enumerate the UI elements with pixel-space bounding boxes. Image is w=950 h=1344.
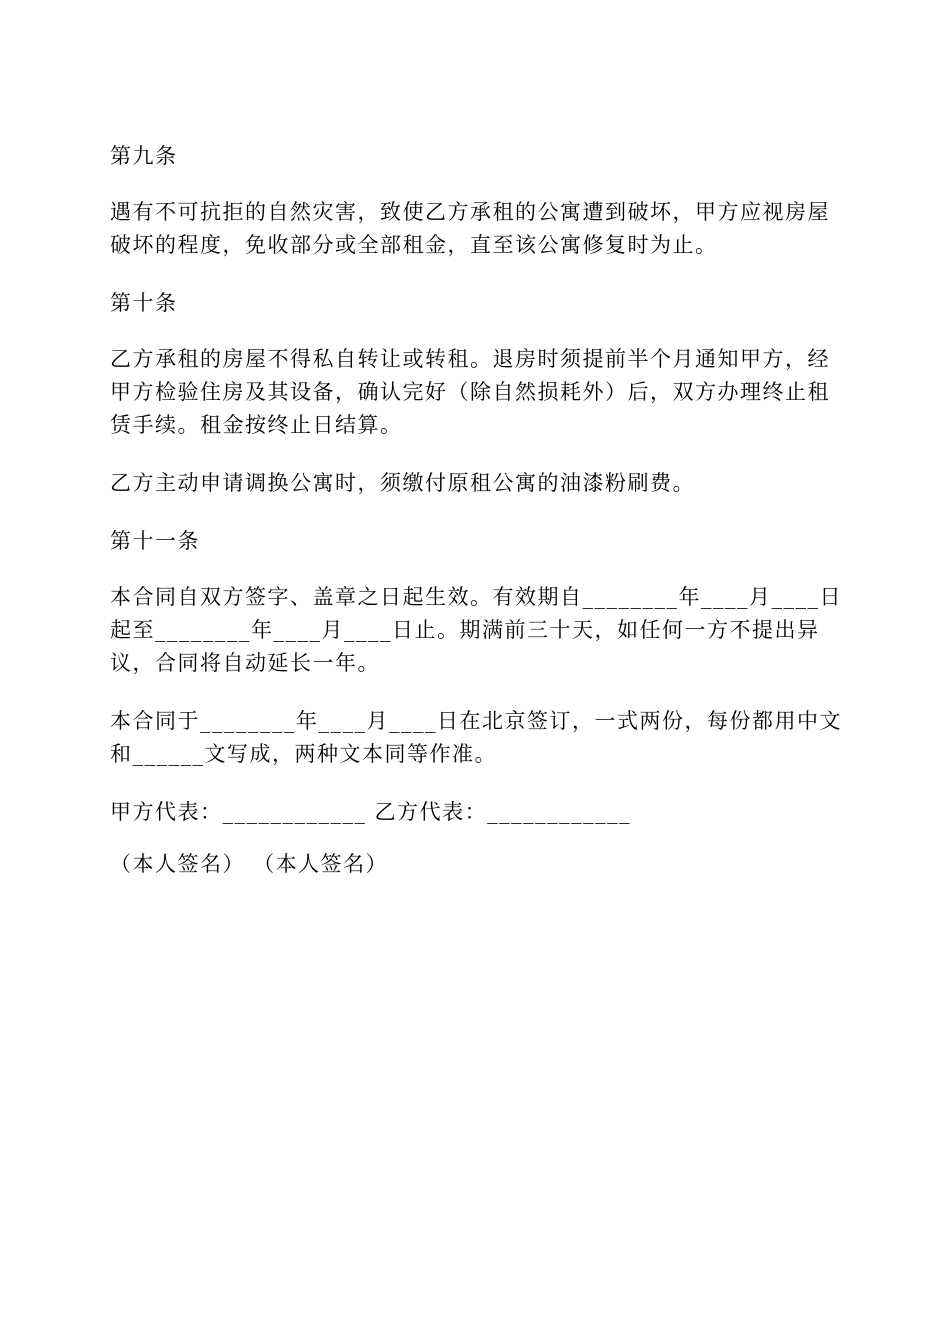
article-10-paragraph-2: 乙方主动申请调换公寓时，须缴付原租公寓的油漆粉刷费。 — [110, 471, 695, 495]
signature-notes: （本人签名） （本人签名） — [110, 852, 389, 876]
article-10-paragraph-1: 乙方承租的房屋不得私自转让或转租。退房时须提前半个月通知甲方，经甲方检验住房及其设备，确认完好（除自然损耗外）后，双方办理终止租赁手续。租金按终止日结算。 — [110, 347, 830, 437]
article-11-paragraph-2: 本合同于________年____月____日在北京签订，一式两份，每份都用中文和______文写成，两种文本同等作准。 — [110, 709, 842, 766]
article-10-title: 第十条 — [110, 291, 178, 315]
article-9-title: 第九条 — [110, 144, 178, 168]
article-9-paragraph: 遇有不可抗拒的自然灾害，致使乙方承租的公寓遭到破坏，甲方应视房屋破坏的程度，免收部分或全部租金，直至该公寓修复时为止。 — [110, 200, 830, 257]
article-11-title: 第十一条 — [110, 529, 200, 553]
document-page — [110, 140, 850, 906]
article-11-paragraph-1: 本合同自双方签字、盖章之日起生效。有效期自________年____月____日起至________年____月____日止。期满前三十天，如任何一方不提出异议，合同将自动延长一年。 — [110, 585, 842, 675]
signature-representatives: 甲方代表：____________ 乙方代表：____________ — [110, 800, 632, 824]
